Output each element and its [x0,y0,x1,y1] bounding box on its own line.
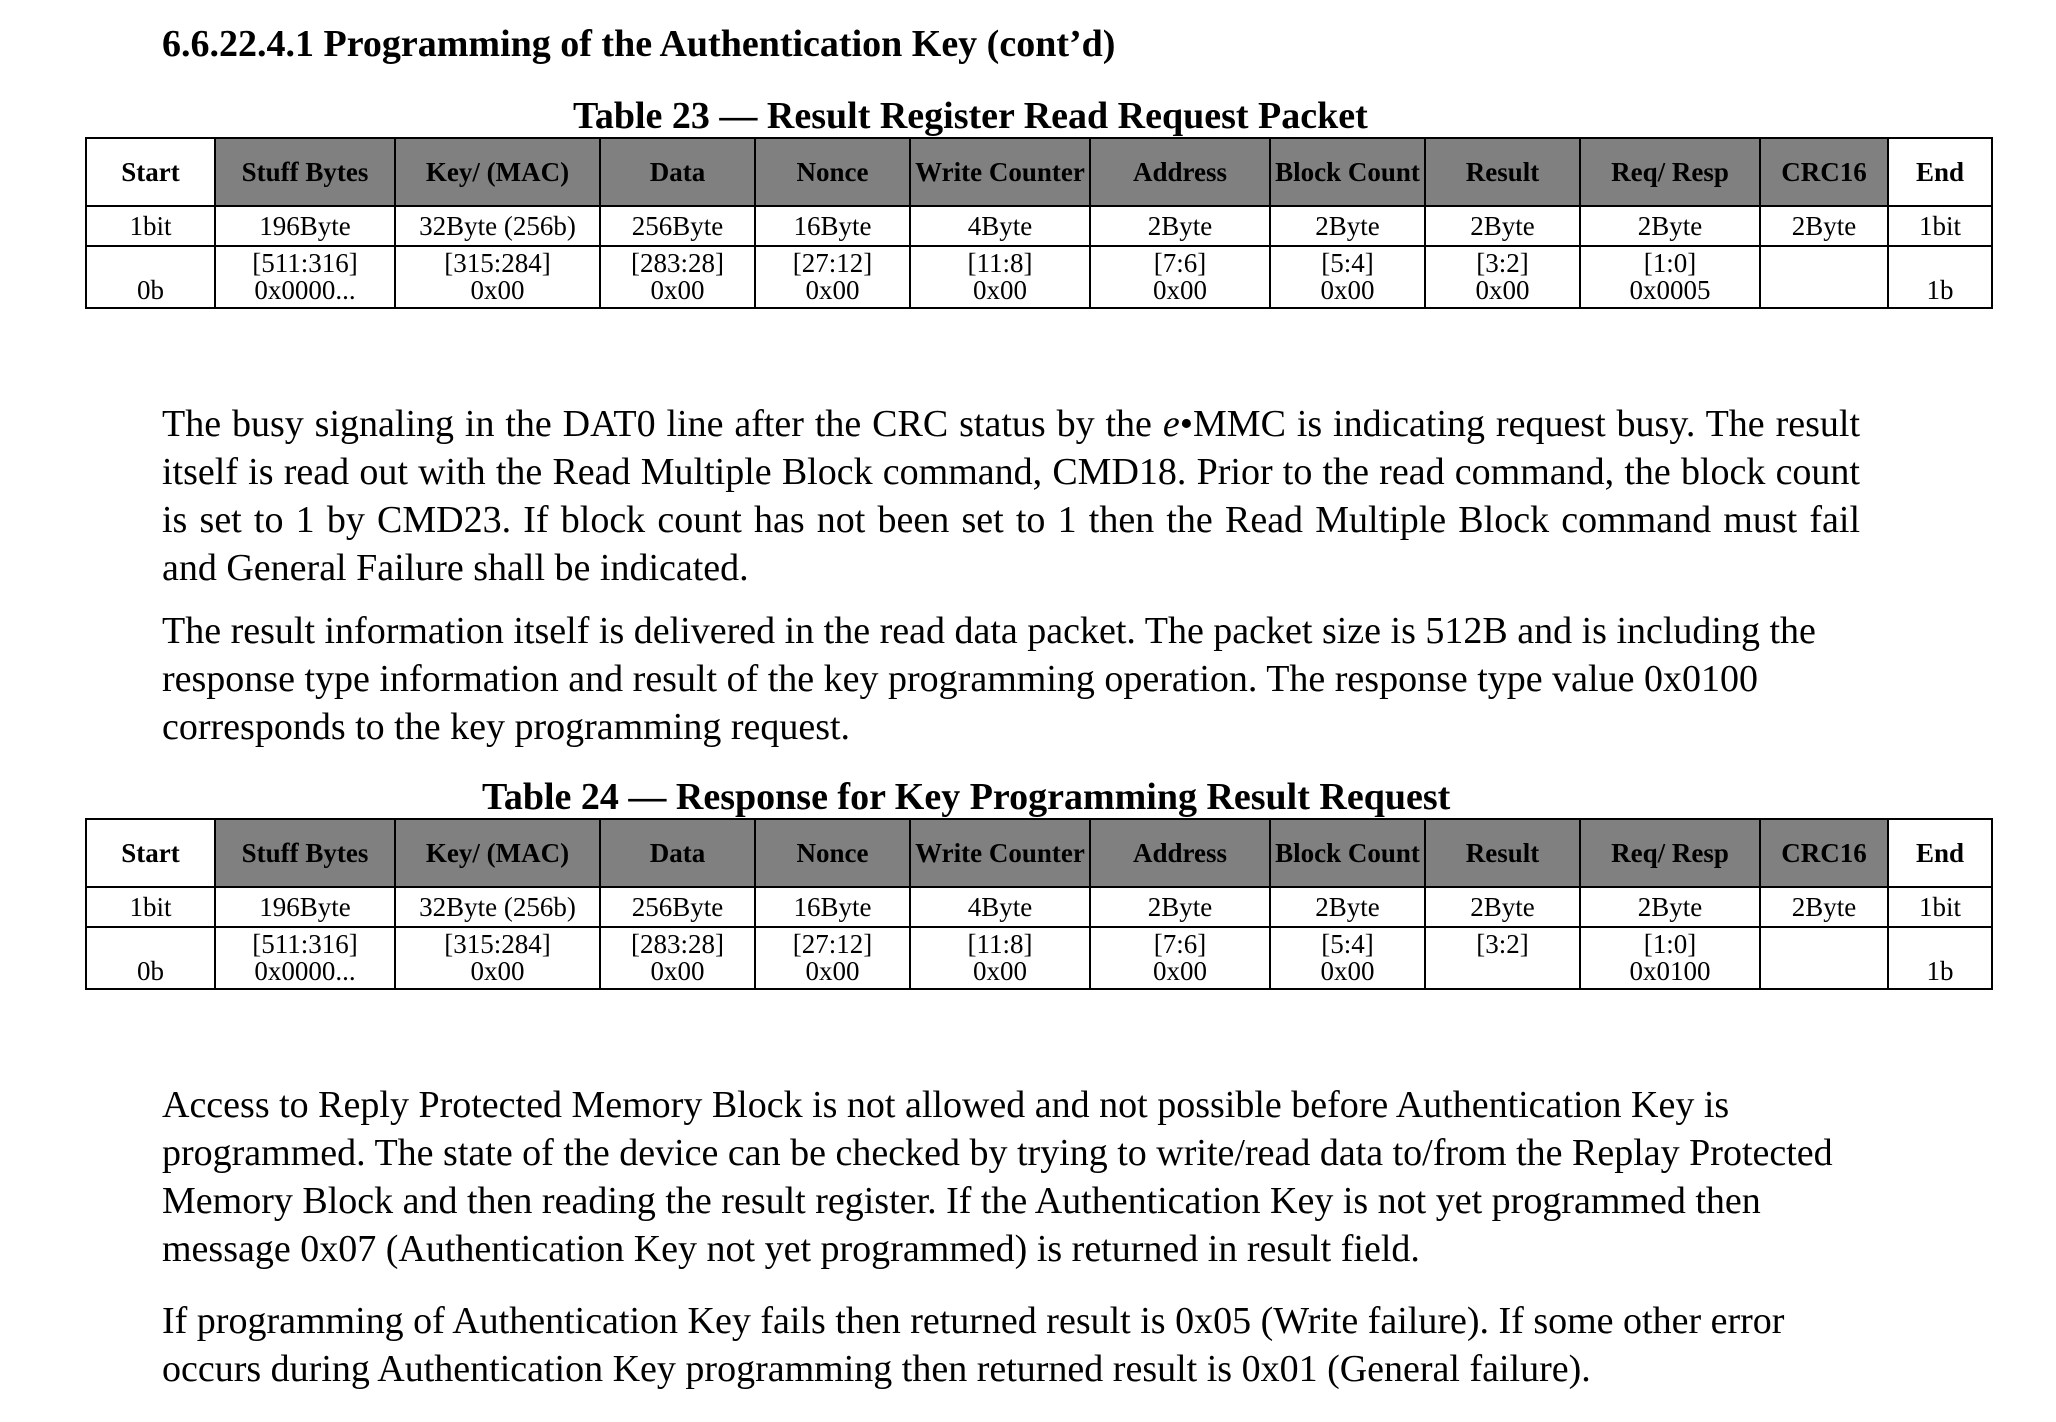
table-24-size-cell: 16Byte [755,887,910,927]
table-23-value-cell: 0x0000... [215,277,395,308]
table-23-size-cell: 4Byte [910,206,1090,246]
table-24-value-row [86,958,1992,989]
table-23-header-cell: Block Count [1270,138,1425,206]
table-23-value-cell: 0x00 [910,277,1090,308]
table-24-value-cell: 0b [86,958,215,989]
table-24-value-cell: 0x00 [395,958,600,989]
table-23-range-cell [1888,246,1992,277]
section-heading: 6.6.22.4.1 Programming of the Authentication Key (cont’d) [162,23,1116,65]
table-24-value-cell: 0x00 [755,958,910,989]
table-24-header-cell: Data [600,819,755,887]
table-24-size-cell: 1bit [86,887,215,927]
table-24-header-cell: Block Count [1270,819,1425,887]
table-24-size-cell: 2Byte [1090,887,1270,927]
table-23-value-row [86,277,1992,308]
table-24-size-cell: 196Byte [215,887,395,927]
table-23-range-cell [1760,246,1888,277]
table-23-header-cell: Result [1425,138,1580,206]
table-23-size-cell: 1bit [86,206,215,246]
table-24-range-cell: [5:4] [1270,927,1425,958]
table-23-value-cell: 0x00 [395,277,600,308]
table-24-range-cell: [7:6] [1090,927,1270,958]
table-23-size-cell: 16Byte [755,206,910,246]
table-24-header-cell: Key/ (MAC) [395,819,600,887]
table-24-size-cell: 32Byte (256b) [395,887,600,927]
table-24-size-cell: 256Byte [600,887,755,927]
table-24-range-cell [1760,927,1888,958]
table-23-size-cell: 1bit [1888,206,1992,246]
table-24-value-cell: 0x00 [1090,958,1270,989]
table-23-size-row [86,206,1992,246]
table-23-size-cell: 2Byte [1270,206,1425,246]
table-23-value-cell: 1b [1888,277,1992,308]
table-23-header-cell: Address [1090,138,1270,206]
table-24-range-cell: [315:284] [395,927,600,958]
table-24-caption: Table 24 — Response for Key Programming Result Request [482,776,1451,818]
table-23-range-cell: [5:4] [1270,246,1425,277]
paragraph-access-rpmb: Access to Reply Protected Memory Block is not allowed and not possible before Authentication Key is programmed. The state of the device can be checked by trying to write/read data to/from the Replay Protected Memory Block and then reading the result register. If the Authentication Key is not yet programmed then message 0x07 (Authentication Key not yet programmed) is returned in result field. [162,1084,1833,1270]
table-23-caption: Table 23 — Result Register Read Request Packet [573,95,1368,137]
table-24-size-cell: 2Byte [1580,887,1760,927]
table-24-header-row [86,819,1992,887]
table-23-value-cell: 0x00 [1425,277,1580,308]
table-24-value-cell: 0x00 [1270,958,1425,989]
table-24-response-for-key-programming-result-request [85,818,1993,990]
table-24-size-row [86,887,1992,927]
table-23-range-cell: [7:6] [1090,246,1270,277]
table-23-range-cell: [27:12] [755,246,910,277]
table-24-value-cell [1425,958,1580,989]
table-24-range-cell: [3:2] [1425,927,1580,958]
table-23-value-cell: 0b [86,277,215,308]
table-23-bit-range-row [86,246,1992,277]
table-23-header-cell: CRC16 [1760,138,1888,206]
table-23-size-cell: 2Byte [1760,206,1888,246]
table-23-header-cell: End [1888,138,1992,206]
table-24-range-cell [86,927,215,958]
table-23-size-cell: 32Byte (256b) [395,206,600,246]
table-24-value-cell: 0x00 [910,958,1090,989]
table-24-header-cell: Nonce [755,819,910,887]
table-23-value-cell [1760,277,1888,308]
table-23-range-cell: [3:2] [1425,246,1580,277]
table-23-header-row [86,138,1992,206]
table-24-value-cell: 0x0000... [215,958,395,989]
table-23-header-cell: Data [600,138,755,206]
paragraph-result-information: The result information itself is delivered in the read data packet. The packet size is 512B and is including the response type information and result of the key programming operation. The response type value 0x0100 corresponds to the key programming request. [162,610,1816,748]
table-23-value-cell: 0x0005 [1580,277,1760,308]
table-24-range-cell: [27:12] [755,927,910,958]
table-23-range-cell [86,246,215,277]
table-23-range-cell: [315:284] [395,246,600,277]
table-23-value-cell: 0x00 [1090,277,1270,308]
table-24-header-cell: Write Counter [910,819,1090,887]
table-23-header-cell: Req/ Resp [1580,138,1760,206]
paragraph-busy-signaling-start: The busy signaling in the DAT0 line after the CRC status by the [162,403,1163,445]
table-24-value-cell: 0x0100 [1580,958,1760,989]
table-23-header-cell: Nonce [755,138,910,206]
paragraph-programming-failure: If programming of Authentication Key fails then returned result is 0x05 (Write failure). If some other error occurs during Authentication Key programming then returned result is 0x01 (General failure). [162,1300,1785,1390]
paragraph-busy-signaling [162,400,1860,592]
table-23-size-cell: 2Byte [1090,206,1270,246]
table-23-range-cell: [511:316] [215,246,395,277]
table-24-range-cell [1888,927,1992,958]
table-23-range-cell: [1:0] [1580,246,1760,277]
table-24-value-cell [1760,958,1888,989]
table-24-range-cell: [511:316] [215,927,395,958]
table-23-header-cell: Key/ (MAC) [395,138,600,206]
table-23-header-cell: Stuff Bytes [215,138,395,206]
table-24-header-cell: Req/ Resp [1580,819,1760,887]
table-24-header-cell: Address [1090,819,1270,887]
table-24-size-cell: 2Byte [1270,887,1425,927]
table-24-header-cell: Start [86,819,215,887]
table-23-result-register-read-request-packet [85,137,1993,309]
table-24-header-cell: Result [1425,819,1580,887]
emmc-italic-e: e [1162,403,1180,445]
table-23-range-cell: [11:8] [910,246,1090,277]
table-24-range-cell: [11:8] [910,927,1090,958]
table-23-size-cell: 2Byte [1580,206,1760,246]
table-23-size-cell: 2Byte [1425,206,1580,246]
table-23-header-cell: Start [86,138,215,206]
table-24-size-cell: 4Byte [910,887,1090,927]
table-23-value-cell: 0x00 [600,277,755,308]
table-24-value-cell: 1b [1888,958,1992,989]
table-23-range-cell: [283:28] [600,246,755,277]
table-24-size-cell: 2Byte [1760,887,1888,927]
table-24-range-cell: [1:0] [1580,927,1760,958]
table-24-header-cell: End [1888,819,1992,887]
table-24-value-cell: 0x00 [600,958,755,989]
paragraph-busy-signaling-rest: •MMC is indicating request busy. The result itself is read out with the Read Multiple Block command, CMD18. Prior to the read command, the block count is set to 1 by CMD23. If block count has not been set to 1 then the Read Multiple Block command must fail and General Failure shall be indicated. [162,403,1860,589]
table-23-value-cell: 0x00 [755,277,910,308]
table-23-size-cell: 196Byte [215,206,395,246]
table-24-size-cell: 2Byte [1425,887,1580,927]
table-24-bit-range-row [86,927,1992,958]
table-24-header-cell: CRC16 [1760,819,1888,887]
table-23-header-cell: Write Counter [910,138,1090,206]
table-23-size-cell: 256Byte [600,206,755,246]
table-23-value-cell: 0x00 [1270,277,1425,308]
table-24-size-cell: 1bit [1888,887,1992,927]
table-24-range-cell: [283:28] [600,927,755,958]
table-24-header-cell: Stuff Bytes [215,819,395,887]
